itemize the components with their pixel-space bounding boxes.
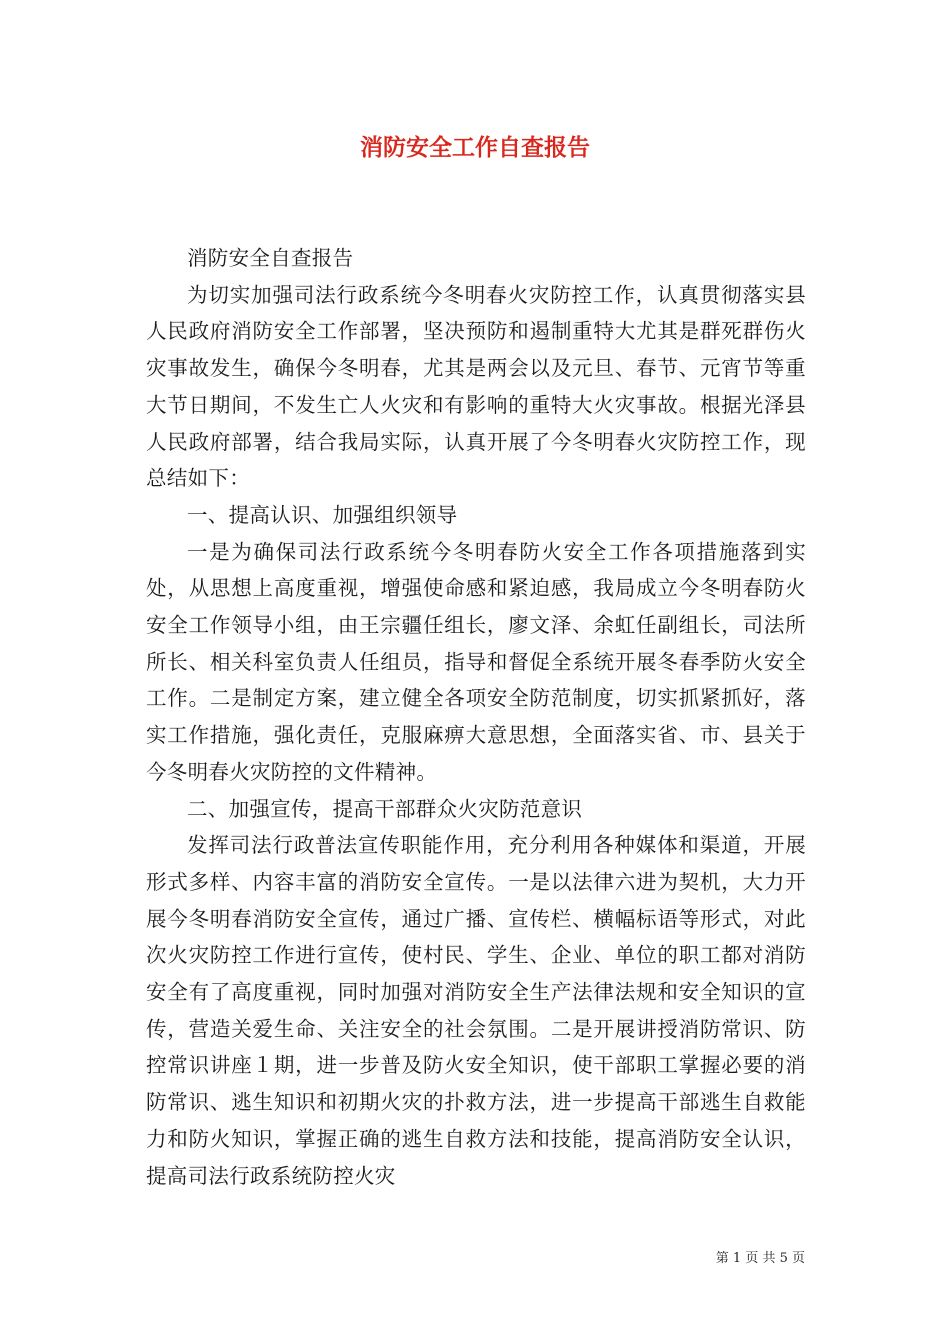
paragraph-section-1: 一是为确保司法行政系统今冬明春防火安全工作各项措施落到实处，从思想上高度重视，增强使命感和紧迫感，我局成立今冬明春防火安全工作领导小组，由王宗疆任组长，廖文泽、余虹任副组长，司法所所长、相关科室负责人任组员，指导和督促全系统开展冬春季防火安全工作。二是制定方案，建立健全各项安全防范制度，切实抓紧抓好，落实工作措施，强化责任，克服麻痹大意思想，全面落实省、市、县关于今冬明春火灾防控的文件精神。 bbox=[146, 539, 806, 784]
page-footer: 第 1 页 共 5 页 bbox=[715, 1251, 805, 1266]
section-heading-1: 一、提高认识、加强组织领导 bbox=[187, 502, 458, 527]
paragraph-section-2: 发挥司法行政普法宣传职能作用，充分利用各种媒体和渠道，开展形式多样、内容丰富的消防安全宣传。一是以法律六进为契机，大力开展今冬明春消防安全宣传，通过广播、宣传栏、横幅标语等形式，对此次火灾防控工作进行宣传，使村民、学生、企业、单位的职工都对消防安全有了高度重视，同时加强对消防安全生产法律法规和安全知识的宣传，营造关爱生命、关注安全的社会氛围。二是开展讲授消防常识、防控常识讲座１期，进一步普及防火安全知识，使干部职工掌握必要的消防常识、逃生知识和初期火灾的扑救方法，进一步提高干部逃生自救能力和防火知识，掌握正确的逃生自救方法和技能，提高消防安全认识，提高司法行政系统防控火灾 bbox=[146, 833, 806, 1188]
document-body bbox=[146, 240, 806, 1194]
paragraph-intro: 为切实加强司法行政系统今冬明春火灾防控工作，认真贯彻落实县人民政府消防安全工作部署，坚决预防和遏制重特大尤其是群死群伤火灾事故发生，确保今冬明春，尤其是两会以及元旦、春节、元宵节等重大节日期间，不发生亡人火灾和有影响的重特大火灾事故。根据光泽县人民政府部署，结合我局实际，认真开展了今冬明春火灾防控工作，现总结如下： bbox=[146, 282, 806, 491]
section-heading-2: 二、加强宣传，提高干部群众火灾防范意识 bbox=[187, 796, 583, 821]
document-title: 消防安全工作自查报告 bbox=[360, 134, 590, 161]
paragraph-subtitle: 消防安全自查报告 bbox=[187, 246, 354, 270]
